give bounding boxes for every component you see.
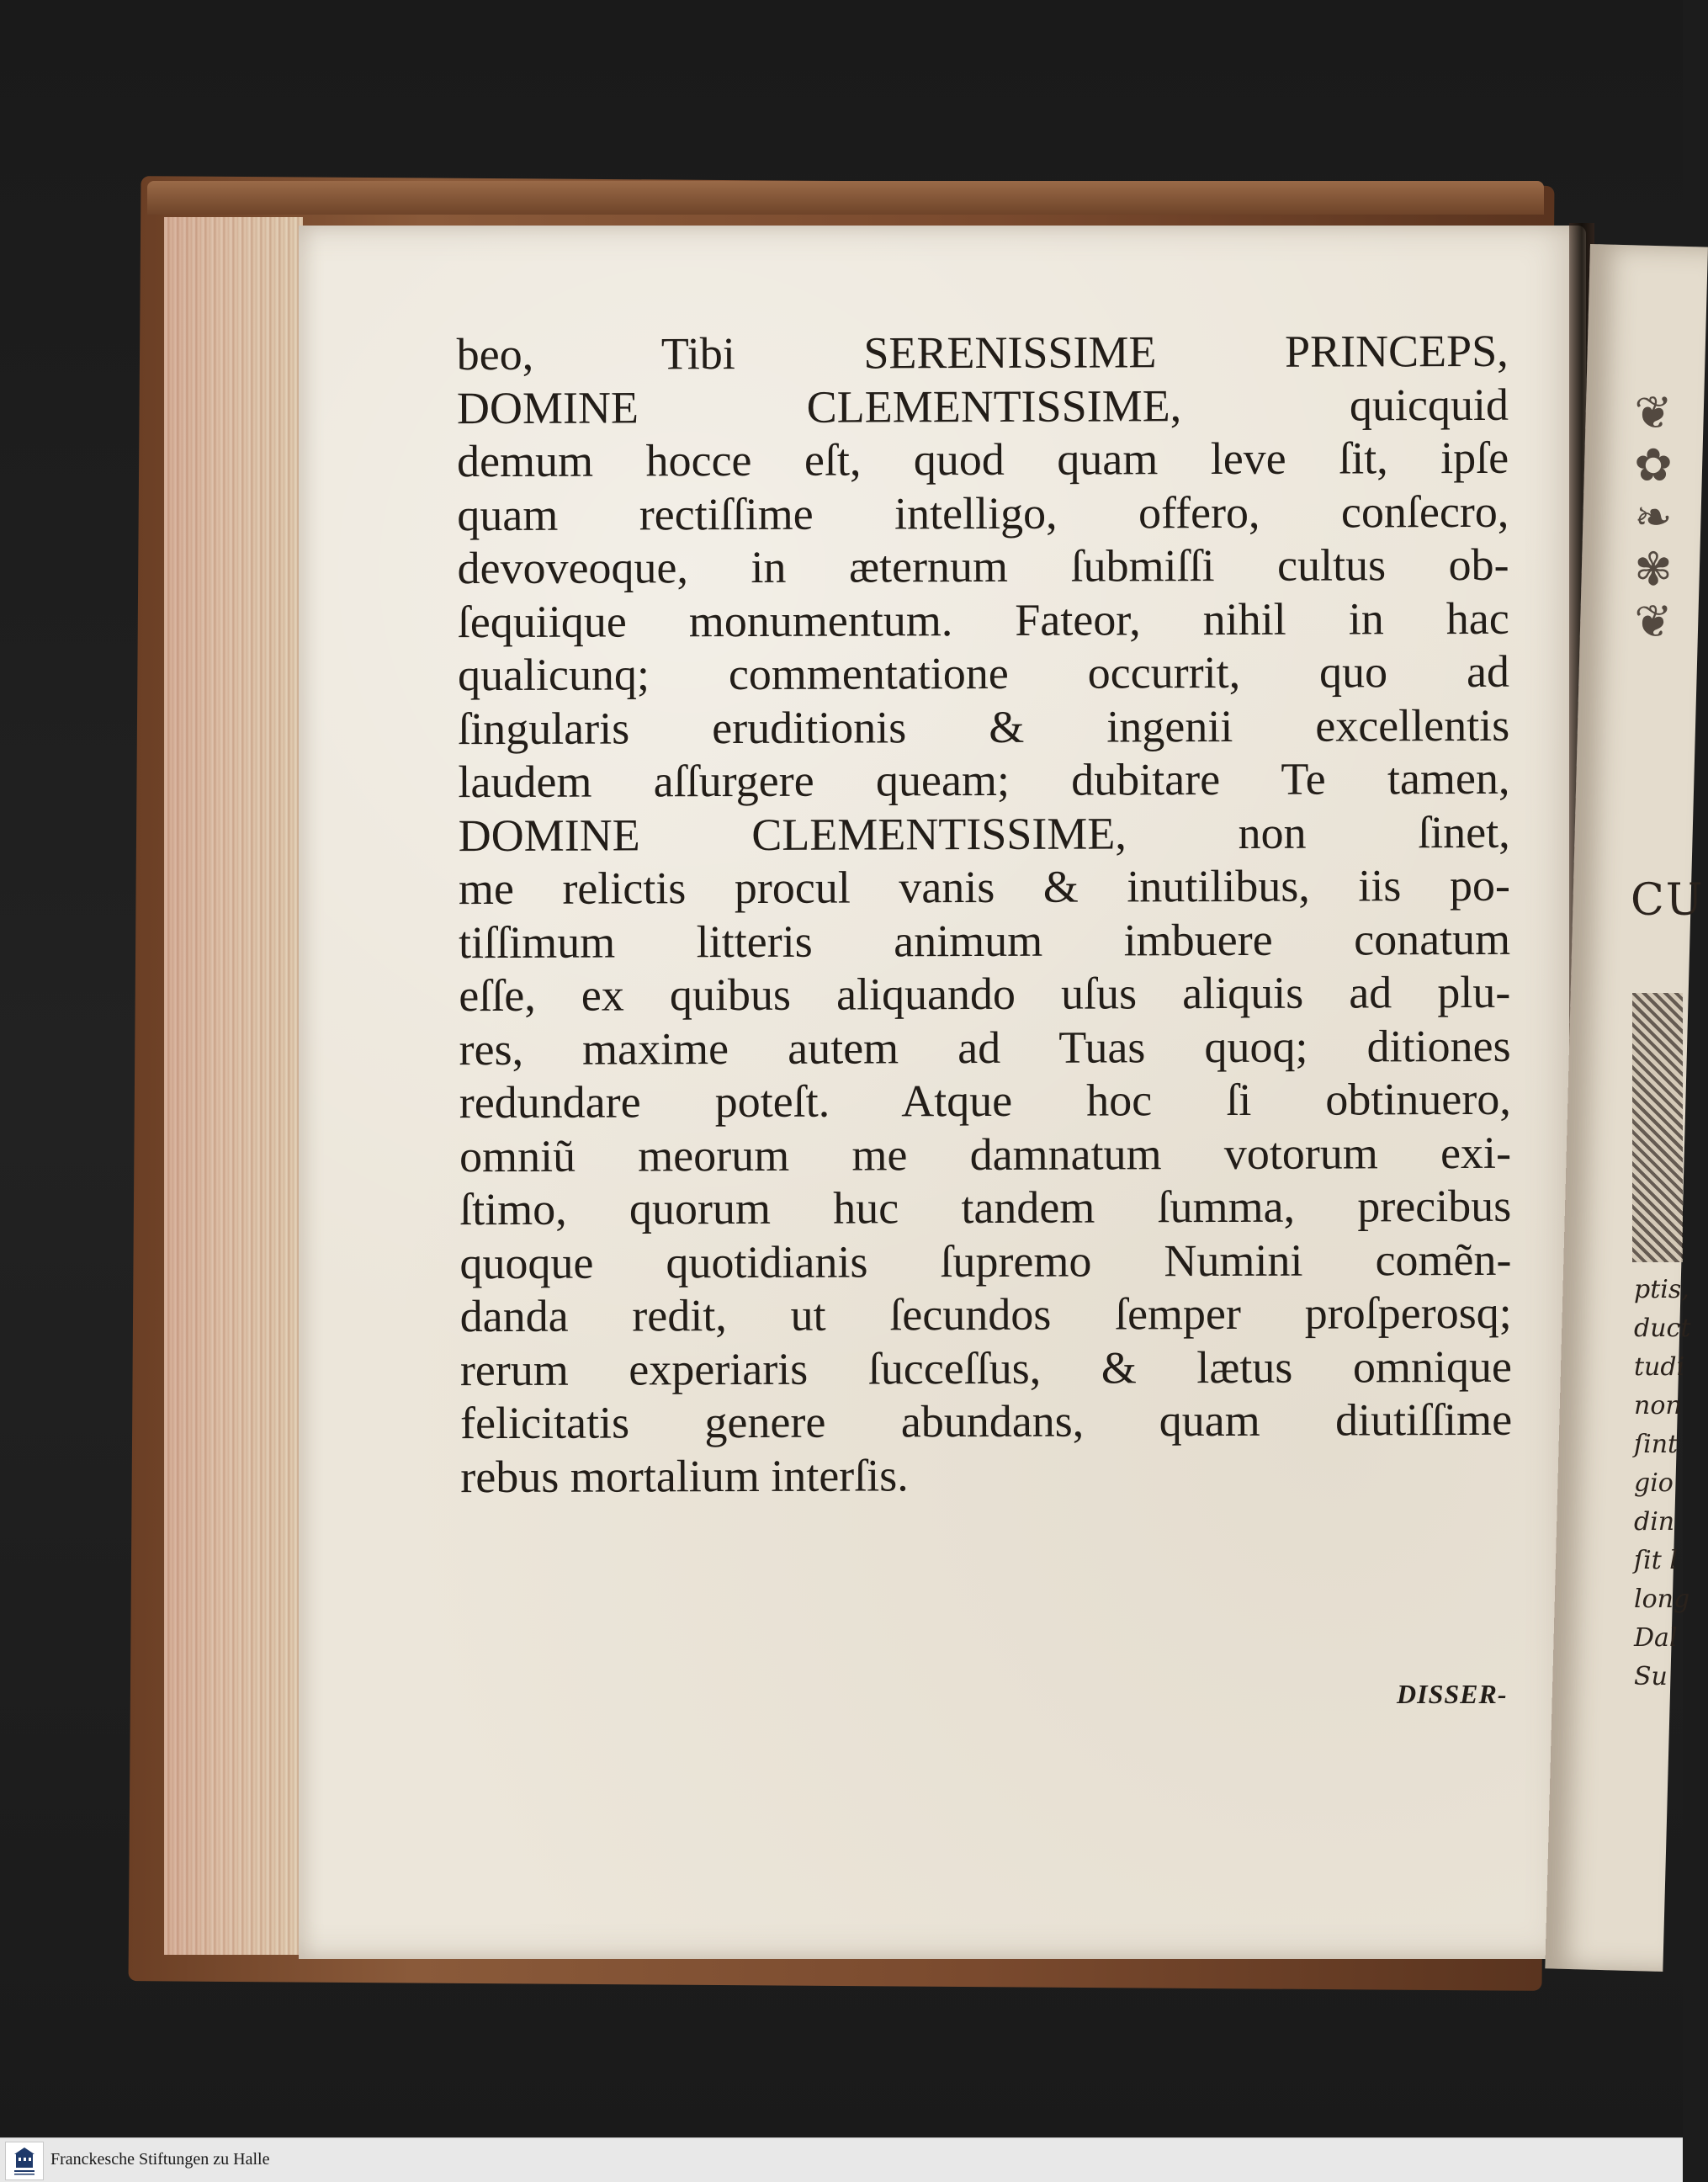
facing-page-decorated-initial — [1632, 993, 1683, 1262]
text-line: quam rectiſſime intelligo, offero, conſecro, — [457, 486, 1509, 540]
facing-fragment: Su — [1634, 1662, 1668, 1691]
text-line: ſingularis eruditionis & ingenii excellentis — [458, 699, 1510, 754]
text-line: rebus mortalium interſis. — [460, 1449, 909, 1502]
text-line: eſſe, ex quibus aliquando uſus aliquis ad plu- — [459, 966, 1511, 1022]
facing-page-margin-text — [1634, 1271, 1691, 1696]
page-body-text — [457, 325, 1513, 1504]
institution-name: Franckesche Stiftungen zu Halle — [50, 2150, 270, 2169]
text-line: laudem aſſurgere queam; dubitare Te tamen, — [458, 752, 1510, 808]
facing-fragment: tudi — [1634, 1352, 1685, 1382]
text-line: qualicunq; commentatione occurrit, quo ad — [457, 645, 1510, 701]
footer-bar — [0, 2137, 1683, 2182]
catchword: DISSER- — [1397, 1679, 1508, 1709]
facing-fragment: ſint — [1634, 1430, 1679, 1459]
text-line: res, maxime autem ad Tuas quoq; ditiones — [459, 1020, 1511, 1075]
facing-page-heading-fragment: CU — [1631, 875, 1705, 926]
facing-fragment: non — [1634, 1391, 1682, 1420]
facing-fragment: duct — [1634, 1314, 1691, 1343]
facing-fragment: gio — [1634, 1468, 1674, 1498]
text-line: DOMINE CLEMENTISSIME, quicquid — [456, 379, 1509, 433]
text-line: DOMINE CLEMENTISSIME, non ſinet, — [458, 806, 1510, 861]
text-line: quoque quotidianis ſupremo Numini comẽn- — [459, 1234, 1512, 1288]
facing-page-ornament: ❦ ✿ ❧ ✾ ❦ — [1634, 386, 1673, 648]
text-line: beo, Tibi SERENISSIME PRINCEPS, — [456, 325, 1509, 380]
book-cover-top-edge — [147, 181, 1544, 215]
text-line: felicitatis genere abundans, quam diutiſſime — [460, 1394, 1513, 1449]
facing-fragment: din — [1634, 1507, 1675, 1537]
text-line: ſtimo, quorum huc tandem ſumma, precibus — [459, 1180, 1512, 1235]
facing-fragment: ptis, — [1634, 1275, 1689, 1304]
building-icon — [11, 2146, 38, 2176]
text-line: redundare poteſt. Atque hoc ſi obtinuero, — [459, 1073, 1511, 1128]
page-edges — [164, 217, 303, 1955]
text-line: me relictis procul vanis & inutilibus, iis po- — [458, 859, 1510, 915]
text-line: tiſſimum litteris animum imbuere conatum — [459, 913, 1511, 968]
facing-fragment: long — [1634, 1585, 1690, 1614]
facing-fragment: Dal — [1634, 1623, 1678, 1653]
text-line: demum hocce eſt, quod quam leve ſit, ipſe — [457, 432, 1509, 487]
text-line: danda redit, ut ſecundos ſemper proſperosq; — [459, 1287, 1512, 1342]
institution-logo-icon[interactable] — [5, 2142, 44, 2180]
text-line: omniũ meorum me damnatum votorum exi- — [459, 1127, 1512, 1181]
text-line: ſequiique monumentum. Fateor, nihil in hac — [457, 592, 1509, 647]
facing-fragment: ſit l — [1634, 1546, 1678, 1575]
text-line: devoveoque, in æternum ſubmiſſi cultus ob- — [457, 539, 1509, 594]
text-line: rerum experiaris ſucceſſus, & lætus omnique — [459, 1341, 1512, 1395]
